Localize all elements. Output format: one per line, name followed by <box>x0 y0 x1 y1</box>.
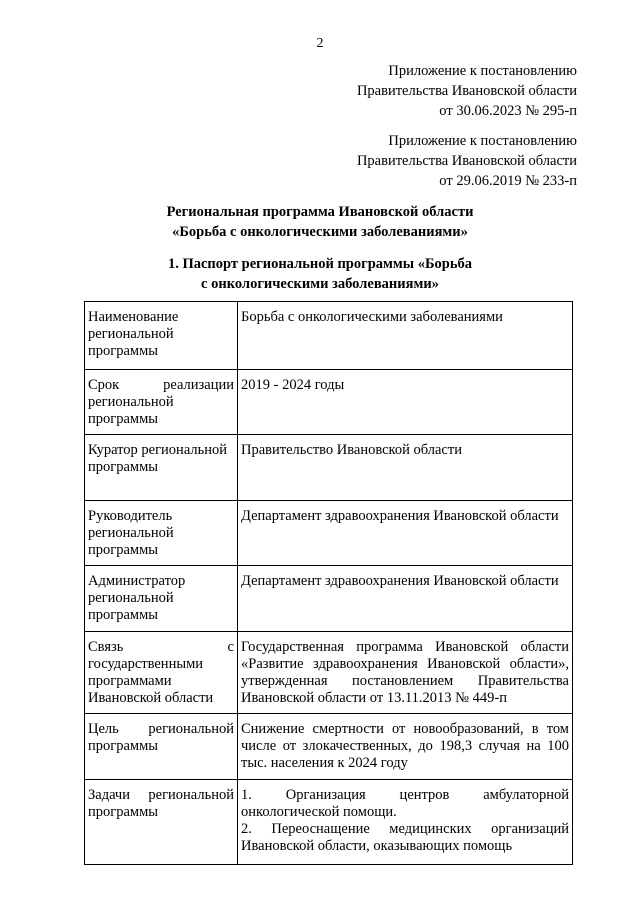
table-row <box>85 632 573 714</box>
row-value: Правительство Ивановской области <box>238 435 573 501</box>
row-label: Руководитель региональной программы <box>85 501 238 566</box>
task-item: 2. Переоснащение медицинских организаций Ивановской области, оказывающих помощь <box>241 821 569 854</box>
row-label-rest: государственными программами Ивановской области <box>88 656 214 706</box>
page-number: 2 <box>316 36 324 51</box>
appendix-current-decree <box>357 61 577 121</box>
section-heading-line-2: с онкологическими заболеваниями» <box>201 276 439 292</box>
appendix-original-line-3: от 29.06.2019 № 233-п <box>439 173 577 189</box>
table-row <box>85 501 573 566</box>
row-label-rest: региональной программы <box>88 394 174 427</box>
table-row <box>85 780 573 865</box>
row-value: Борьба с онкологическими заболеваниями <box>238 302 573 370</box>
table-row <box>85 714 573 780</box>
task-item: 1. Организация центров амбулаторной онкологической помощи. <box>241 787 569 820</box>
table-row <box>85 566 573 632</box>
section-heading-line-1: 1. Паспорт региональной программы «Борьба <box>167 256 473 272</box>
row-label: Администратор региональной программы <box>85 566 238 632</box>
row-value: Департамент здравоохранения Ивановской области <box>238 566 573 632</box>
appendix-current-line-3: от 30.06.2023 № 295-п <box>439 103 577 119</box>
row-value: Департамент здравоохранения Ивановской области <box>238 501 573 566</box>
program-title-line-1: Региональная программа Ивановской области <box>166 204 474 220</box>
appendix-original-line-2: Правительства Ивановской области <box>356 153 577 169</box>
row-label <box>85 632 238 714</box>
program-title <box>0 202 640 242</box>
table-row <box>85 302 573 370</box>
row-value-task-list <box>238 780 573 865</box>
appendix-current-line-1: Приложение к постановлению <box>388 63 577 79</box>
table-row <box>85 435 573 501</box>
row-value: Государственная программа Ивановской области «Развитие здравоохранения Ивановской области», утвержденная постановлением Правительства Ивановской области от 13.11.2013 № 449-п <box>238 632 573 714</box>
row-value: Снижение смертности от новообразований, в том числе от злокачественных, до 198,3 случая на 100 тыс. населения к 2024 году <box>238 714 573 780</box>
row-label-first-line: Связь с <box>88 639 234 655</box>
program-passport-table <box>84 301 573 865</box>
row-label: Куратор региональной программы <box>85 435 238 501</box>
table-row <box>85 370 573 435</box>
row-label: Задачи региональной программы <box>85 780 238 865</box>
appendix-original-line-1: Приложение к постановлению <box>388 133 577 149</box>
row-label: Наименование региональной программы <box>85 302 238 370</box>
row-label <box>85 370 238 435</box>
appendix-current-line-2: Правительства Ивановской области <box>356 83 577 99</box>
row-label: Цель региональной программы <box>85 714 238 780</box>
section-heading <box>0 254 640 294</box>
row-label-first-line: Срок реализации <box>88 377 234 393</box>
program-title-line-2: «Борьба с онкологическими заболеваниями» <box>172 224 468 240</box>
row-value: 2019 - 2024 годы <box>238 370 573 435</box>
appendix-original-decree <box>357 131 577 191</box>
